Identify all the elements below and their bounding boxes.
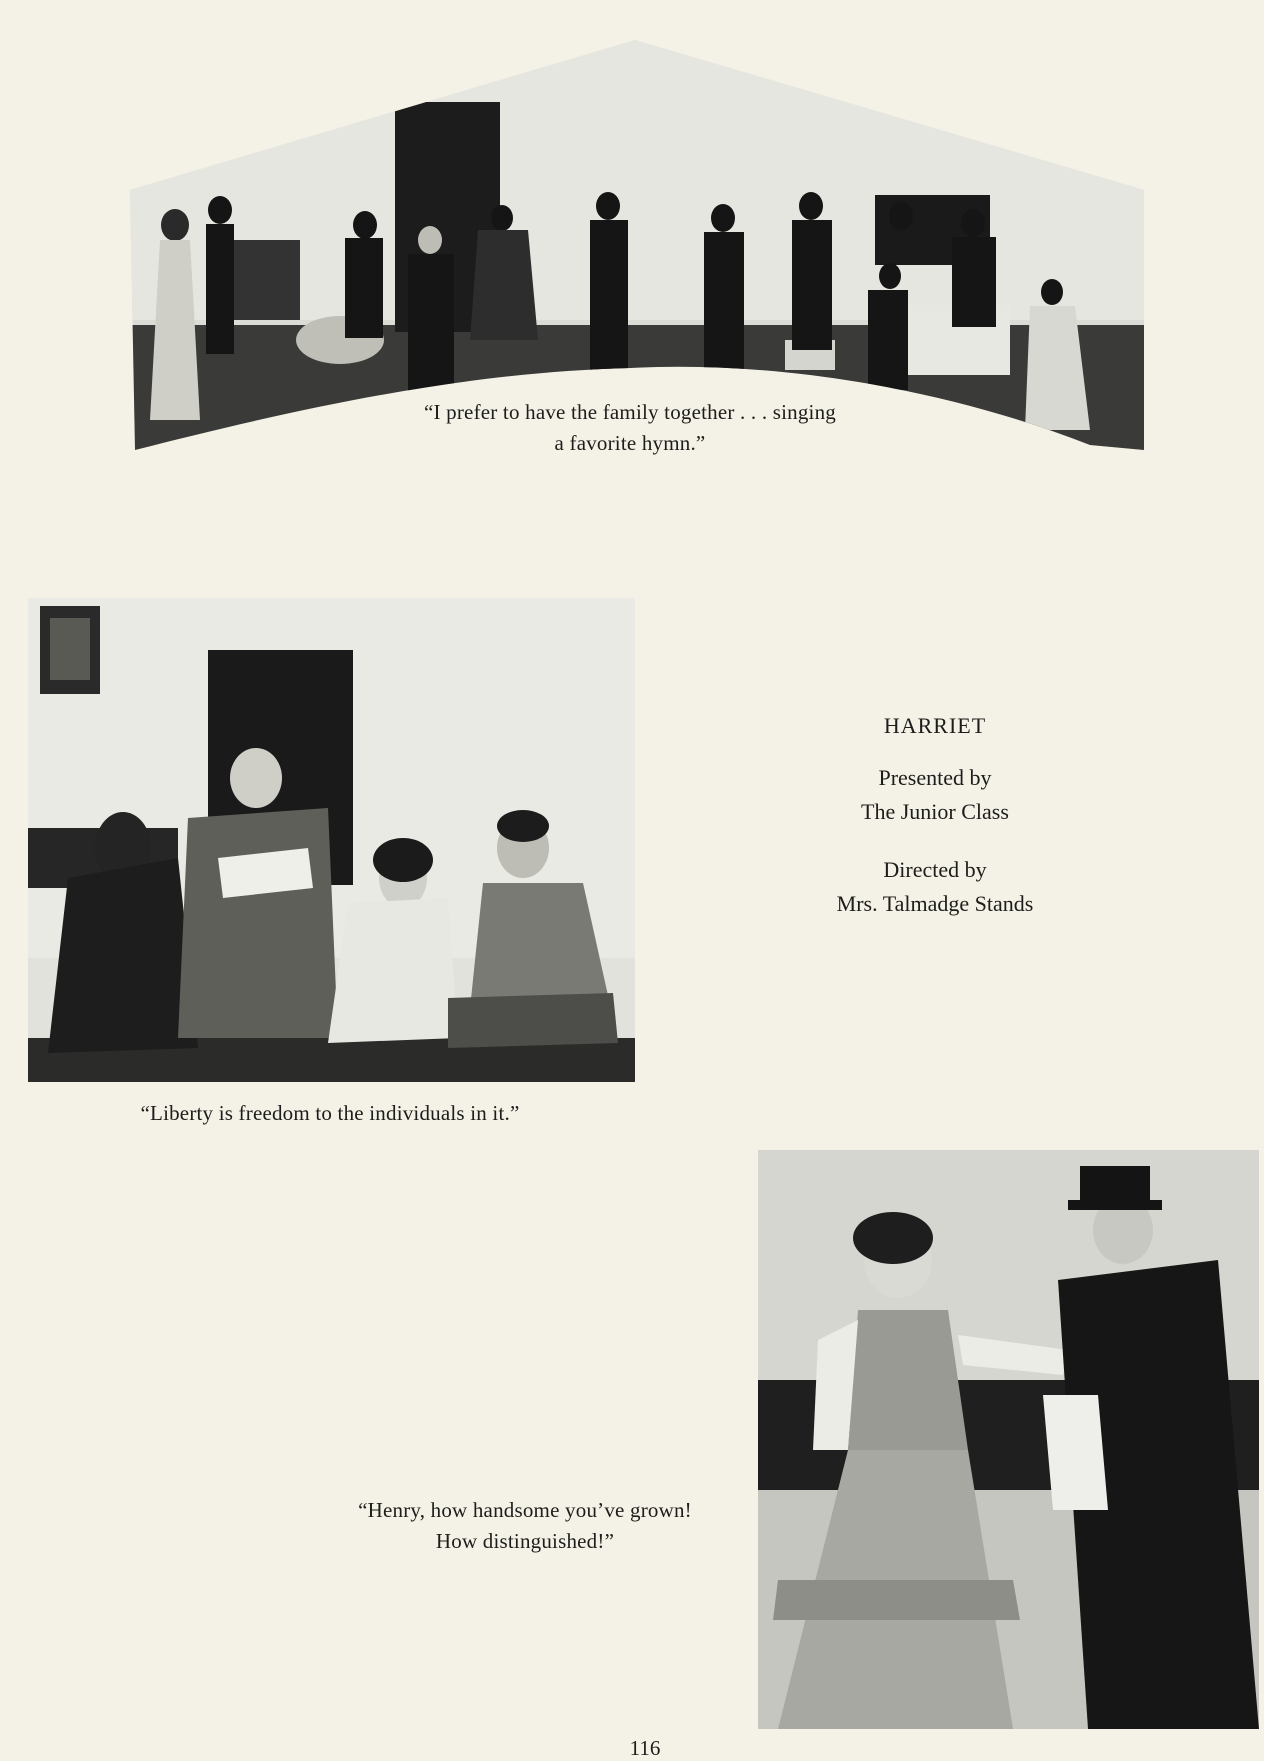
caption-family xyxy=(380,397,880,459)
play-credits xyxy=(790,713,1080,921)
stage-photo-henry-image xyxy=(758,1150,1259,1729)
caption-liberty xyxy=(100,1098,560,1129)
stage-photo-liberty-image xyxy=(28,598,635,1082)
stage-photo-liberty xyxy=(28,598,635,1082)
directed-by: Mrs. Talmadge Stands xyxy=(836,891,1034,916)
stage-photo-family-image xyxy=(130,40,1144,450)
caption-henry-line-1: “Henry, how handsome you’ve grown! xyxy=(358,1498,692,1522)
caption-family-line-1: “I prefer to have the family together . . . singing xyxy=(424,400,836,424)
stage-photo-family xyxy=(130,40,1144,450)
directed-label: Directed by xyxy=(883,857,987,882)
caption-henry-line-2: How distinguished!” xyxy=(435,1529,615,1553)
presented-by: The Junior Class xyxy=(861,799,1009,824)
play-title: HARRIET xyxy=(883,713,987,738)
presented-label: Presented by xyxy=(878,765,992,790)
caption-henry xyxy=(330,1495,720,1557)
caption-liberty-line-1: “Liberty is freedom to the individuals in it.” xyxy=(140,1101,520,1125)
caption-family-line-2: a favorite hymn.” xyxy=(554,431,706,455)
page-number: 116 xyxy=(629,1736,661,1760)
stage-photo-henry xyxy=(758,1150,1259,1729)
